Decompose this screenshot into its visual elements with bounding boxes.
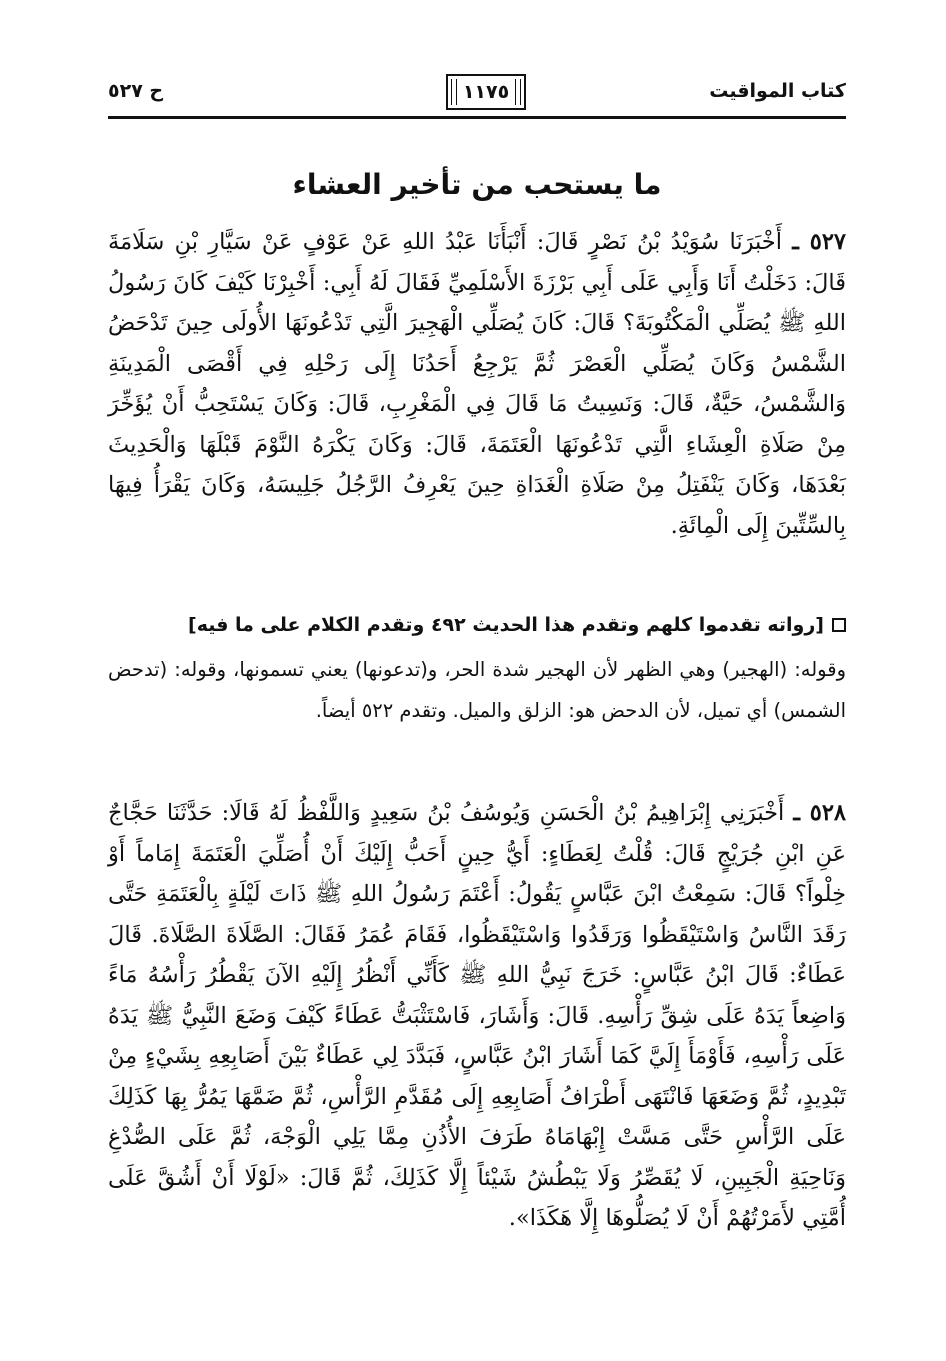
header-divider [108, 116, 846, 119]
commentary-heading-text: [رواته تقدموا كلهم وتقدم هذا الحديث ٤٩٢ وتقدم الكلام على ما فيه] [188, 614, 824, 636]
hadith-number: ٥٢٧ ـ [792, 229, 847, 255]
commentary-heading [108, 610, 846, 640]
page-number: ١١٧٥ [446, 74, 526, 110]
chapter-title: ما يستحب من تأخير العشاء [292, 168, 662, 201]
hadith-text: أَخْبَرَنِي إِبْرَاهِيمُ بْنُ الْحَسَنِ وَيُوسُفُ بْنُ سَعِيدٍ وَاللَّفْظُ لَهُ قَالَا: حَدَّثَنَا حَجَّاجٌ عَنِ ابْنِ جُرَيْجٍ قَالَ: قُلْتُ لِعَطَاءٍ: أَيُّ حِينٍ أَحَبُّ إِلَيْكَ أَنْ أُصَلِّيَ الْعَتَمَةَ إِمَاماً أَوْ خِلْواً؟ قَالَ: سَمِعْتُ ابْنَ عَبَّاسٍ يَقُولُ: أَعْتَمَ رَسُولُ اللهِ ﷺ ذَاتَ لَيْلَةٍ بِالْعَتَمَةِ حَتَّى رَقَدَ النَّاسُ وَاسْتَيْقَظُوا وَرَقَدُوا وَاسْتَيْقَظُوا، فَقَامَ عُمَرُ فَقَالَ: الصَّلَاةَ الصَّلَاةَ. قَالَ عَطَاءٌ: قَالَ ابْنُ عَبَّاسٍ: خَرَجَ نَبِيُّ اللهِ ﷺ كَأَنِّي أَنْظُرُ إِلَيْهِ الآنَ يَقْطُرُ رَأْسُهُ مَاءً وَاضِعاً يَدَهُ عَلَى شِقِّ رَأْسِهِ. قَالَ: وَأَشَارَ، فَاسْتَثْبَتُّ عَطَاءً كَيْفَ وَضَعَ النَّبِيُّ ﷺ يَدَهُ عَلَى رَأْسِهِ، فَأَوْمَأَ إِلَيَّ كَمَا أَشَارَ ابْنُ عَبَّاسٍ، فَبَدَّدَ لِي عَطَاءٌ بَيْنَ أَصَابِعِهِ بِشَيْءٍ مِنْ تَبْدِيدٍ، ثُمَّ وَضَعَهَا فَانْتَهَى أَطْرَافُ أَصَابِعِهِ إِلَى مُقَدَّمِ الرَّأْسِ، ثُمَّ ضَمَّهَا يَمُرُّ بِهَا كَذَلِكَ عَلَى الرَّأْسِ حَتَّى مَسَّتْ إِبْهَامَاهُ طَرَفَ الأُذُنِ مِمَّا يَلِي الْوَجْهَ، ثُمَّ عَلَى الصُّدْغِ وَنَاحِيَةِ الْجَبِينِ، لَا يُقَصِّرُ وَلَا يَبْطُشُ شَيْئاً إِلَّا كَذَلِكَ، ثُمَّ قَالَ: «لَوْلَا أَنْ أَشُقَّ عَلَى أُمَّتِي لأَمَرْتُهُمْ أَنْ لَا يُصَلُّوهَا إِلَّا هَكَذَا». [108, 800, 846, 1231]
square-bullet-icon [832, 618, 846, 632]
hadith-reference: ح ٥٢٧ [108, 80, 164, 102]
hadith-527 [108, 222, 846, 546]
commentary-text: وقوله: (الهجير) وهي الظهر لأن الهجير شدة الحر، و(تدعونها) يعني تسمونها، وقوله: (تدحض الشمس) أي تميل، لأن الدحض هو: الزلق والميل. وتقدم ٥٢٢ أيضاً. [108, 658, 846, 722]
page-header [108, 74, 846, 114]
hadith-528 [108, 793, 846, 1239]
hadith-number: ٥٢٨ ـ [793, 800, 846, 826]
hadith-text: أَخْبَرَنَا سُوَيْدُ بْنُ نَصْرٍ قَالَ: أَنْبَأَنَا عَبْدُ اللهِ عَنْ عَوْفٍ عَنْ سَيَّارِ بْنِ سَلَامَةَ قَالَ: دَخَلْتُ أَنَا وَأَبِي عَلَى أَبِي بَرْزَةَ الأَسْلَمِيِّ فَقَالَ لَهُ أَبِي: أَخْبِرْنَا كَيْفَ كَانَ رَسُولُ اللهِ ﷺ يُصَلِّي الْمَكْتُوبَةَ؟ قَالَ: كَانَ يُصَلِّي الْهَجِيرَ الَّتِي تَدْعُونَهَا الأُولَى حِينَ تَدْحَضُ الشَّمْسُ وَكَانَ يُصَلِّي الْعَصْرَ ثُمَّ يَرْجِعُ أَحَدُنَا إِلَى رَحْلِهِ فِي أَقْصَى الْمَدِينَةِ وَالشَّمْسُ، حَيَّةٌ، قَالَ: وَنَسِيتُ مَا قَالَ فِي الْمَغْرِبِ، قَالَ: وَكَانَ يَسْتَحِبُّ أَنْ يُؤَخِّرَ مِنْ صَلَاةِ الْعِشَاءِ الَّتِي تَدْعُونَهَا الْعَتَمَةَ، قَالَ: وَكَانَ يَكْرَهُ النَّوْمَ قَبْلَهَا وَالْحَدِيثَ بَعْدَهَا، وَكَانَ يَنْفَتِلُ مِنْ صَلَاةِ الْغَدَاةِ حِينَ يَعْرِفُ الرَّجُلُ جَلِيسَهُ، وَكَانَ يَقْرَأُ فِيهَا بِالسِّتِّينَ إِلَى الْمِائَةِ. [108, 229, 846, 539]
book-title: كتاب المواقيت [709, 80, 846, 102]
